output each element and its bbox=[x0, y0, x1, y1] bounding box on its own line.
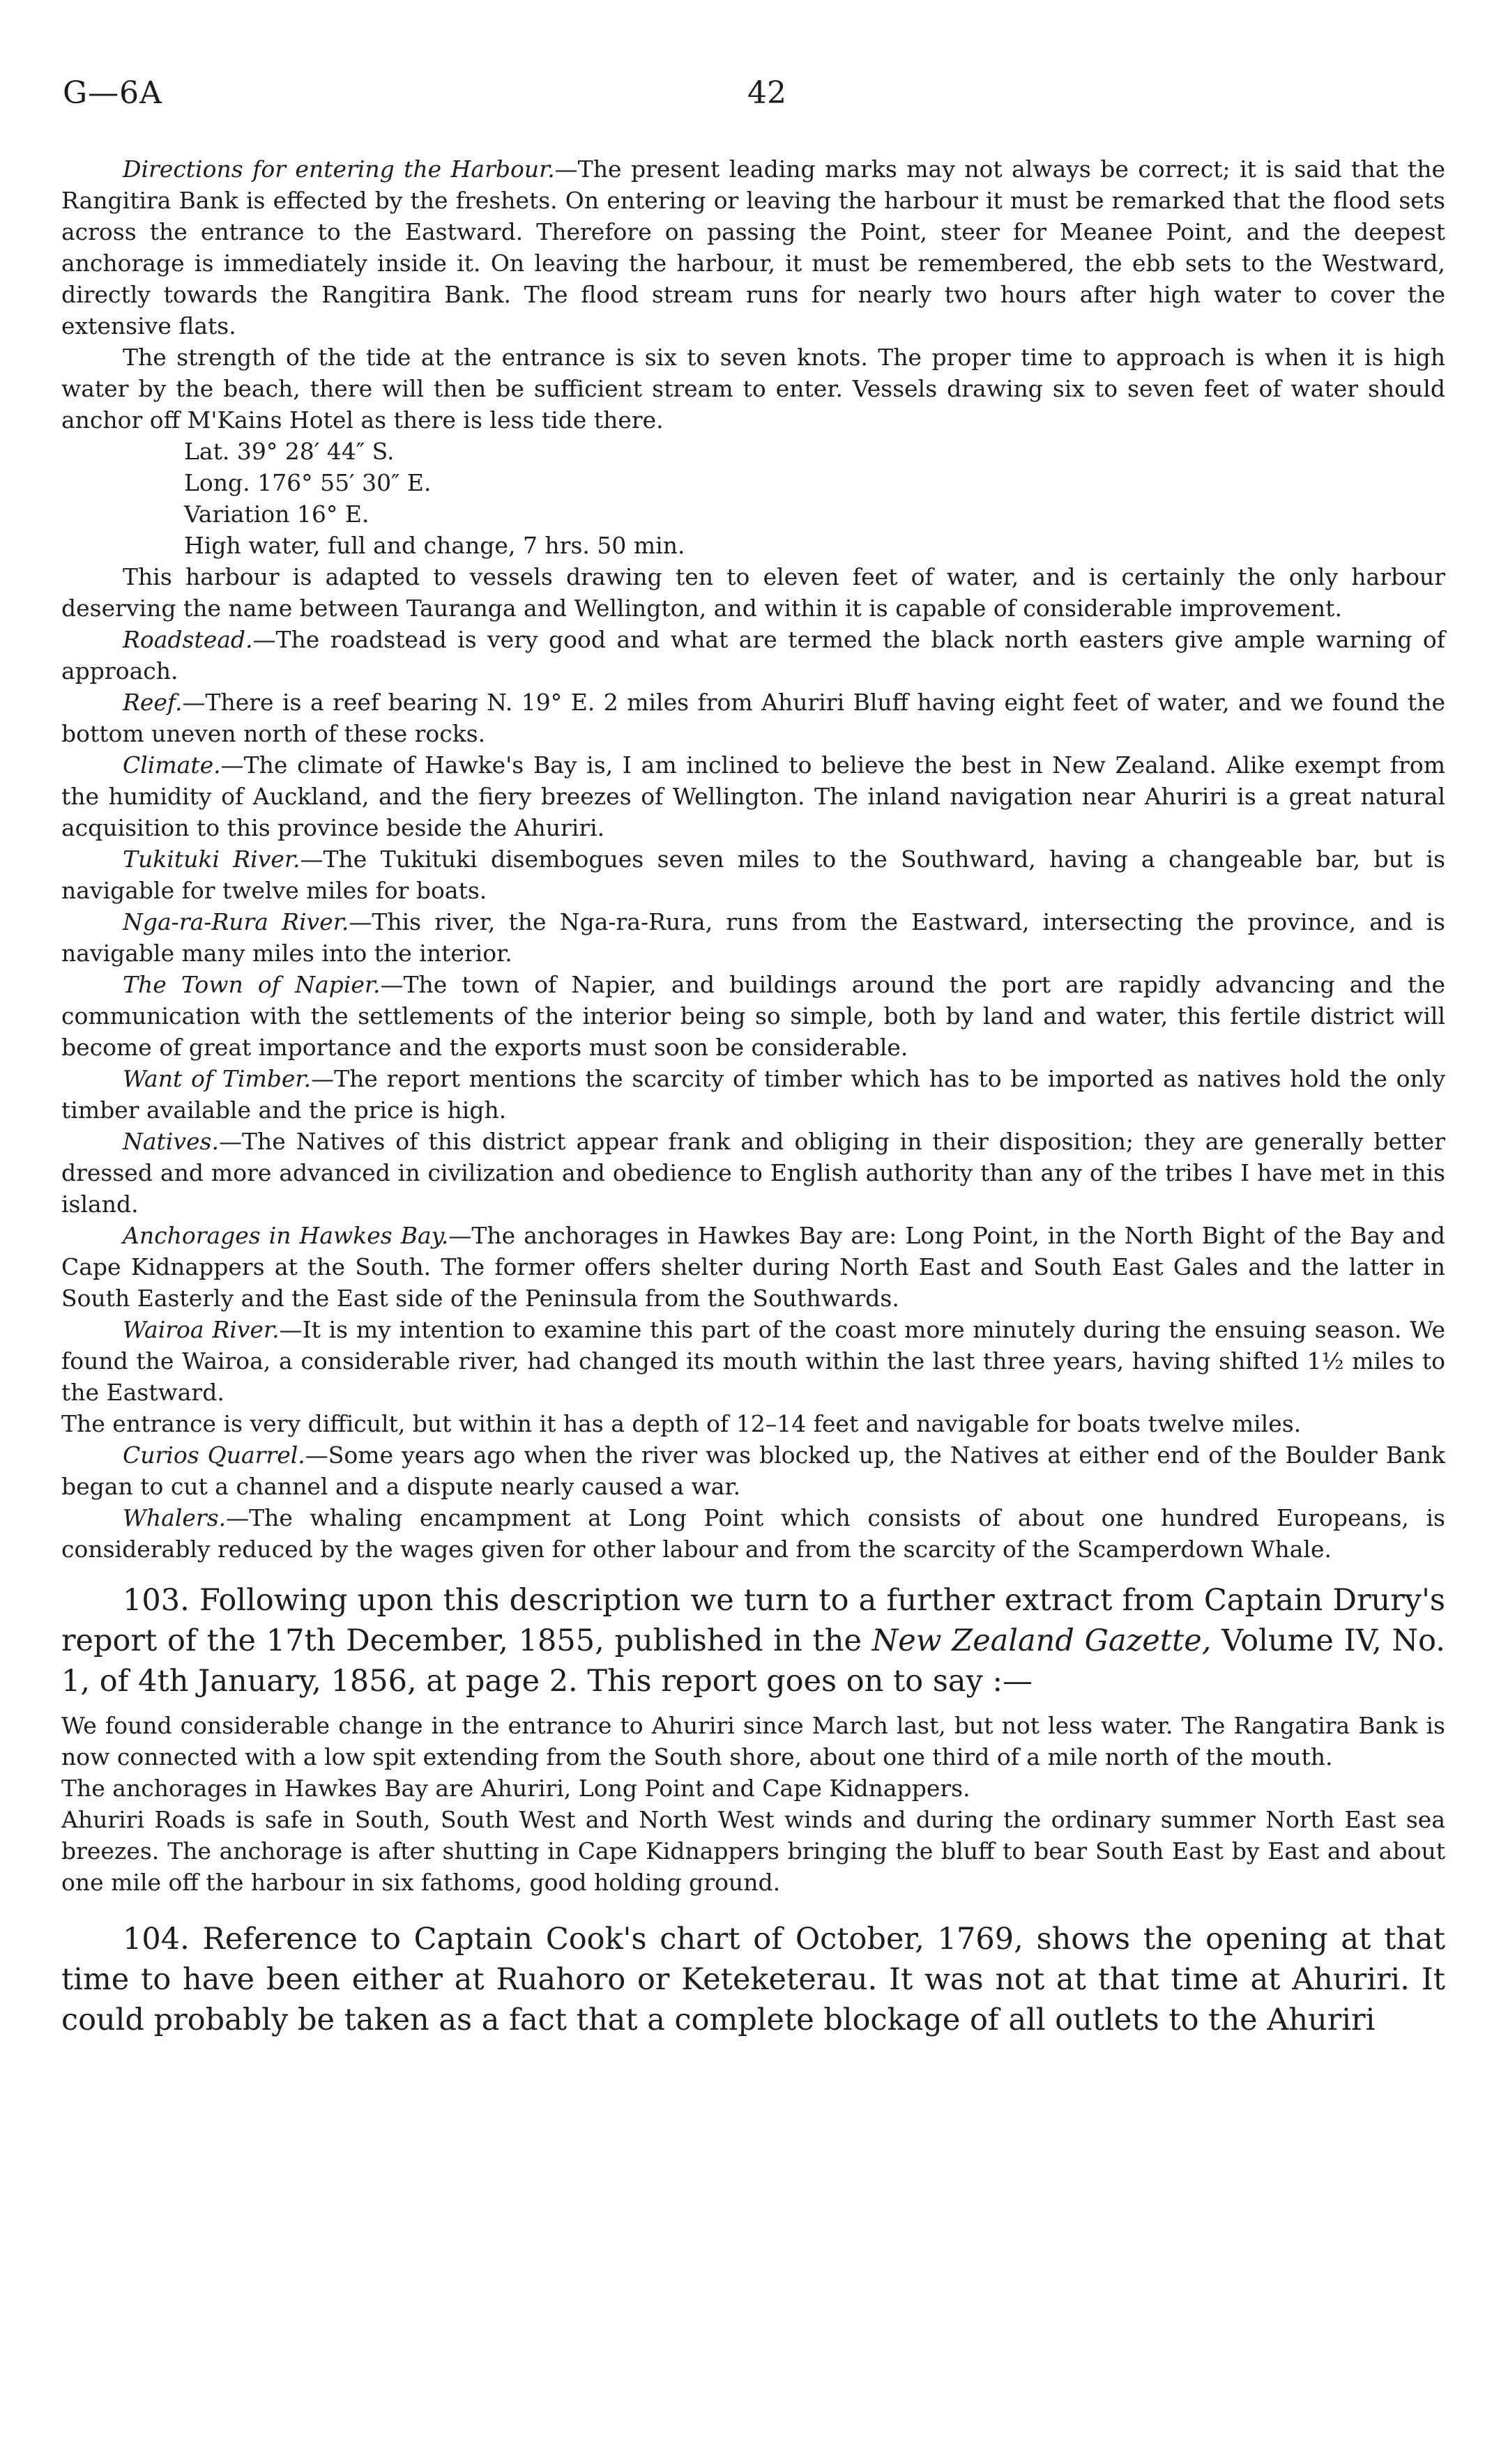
section-paragraph bbox=[61, 749, 1445, 843]
section-heading: Want of Timber. bbox=[123, 1065, 312, 1092]
section-heading: Climate. bbox=[123, 751, 221, 779]
section-text: —The report mentions the scarcity of timber which has to be imported as natives hold the only timber available and the price is high. bbox=[61, 1065, 1445, 1124]
document-body bbox=[61, 153, 1445, 2040]
high-water: High water, full and change, 7 hrs. 50 min. bbox=[184, 532, 685, 559]
longitude: Long. 176° 55′ 30″ E. bbox=[184, 469, 432, 496]
adapted-paragraph: This harbour is adapted to vessels drawing ten to eleven feet of water, and is certainly the only harbour deserving the name between Tauranga and Wellington, and within it is capable of considerable improvement. bbox=[61, 563, 1445, 622]
section-text: —The roadstead is very good and what are termed the black north easters give ample warning of approach. bbox=[61, 626, 1445, 684]
section-paragraph bbox=[61, 1220, 1445, 1314]
report-quote: We found considerable change in the entrance to Ahuriri since March last, but not less water. The Rangatira Bank is now connected with a low spit extending from the South shore, about one third of a mile north of the mouth. bbox=[61, 1712, 1445, 1770]
section-text: —The town of Napier, and buildings around the port are rapidly advancing and the communication with the settlements of the interior being so simple, both by land and water, this fertile district will become of great importance and the exports must soon be considerable. bbox=[61, 971, 1445, 1061]
report-quote: The anchorages in Hawkes Bay are Ahuriri, Long Point and Cape Kidnappers. bbox=[61, 1775, 970, 1802]
section-text: —The Tukituki disembogues seven miles to the Southward, having a changeable bar, but is navigable for twelve miles for boats. bbox=[61, 845, 1446, 904]
section-heading: Reef. bbox=[123, 689, 183, 716]
tide-paragraph: The strength of the tide at the entrance is six to seven knots. The proper time to approach is when it is high water by the beach, there will then be sufficient stream to enter. Vessels drawing six to seven feet of water should anchor off M'Kains Hotel as there is less tide there. bbox=[61, 344, 1445, 434]
section-text: —This river, the Nga-ra-Rura, runs from the Eastward, intersecting the province, and is navigable many miles into the interior. bbox=[61, 908, 1445, 967]
section-heading: Whalers. bbox=[123, 1504, 227, 1531]
paragraph-103 bbox=[61, 1580, 1445, 1701]
section-paragraph bbox=[61, 1314, 1445, 1408]
section-heading: Natives. bbox=[123, 1128, 219, 1155]
page-number: 42 bbox=[747, 75, 786, 111]
paragraph-103-after: Volume IV, No. 1, of 4th January, 1856, at page 2. This report goes on to say :— bbox=[61, 1623, 1445, 1699]
directions-heading: Directions for entering the Harbour. bbox=[123, 155, 555, 183]
directions-paragraph bbox=[61, 153, 1445, 342]
section-list bbox=[61, 624, 1445, 1408]
directions-text: —The present leading marks may not always be correct; it is said that the Rangitira Bank is effected by the freshets. On entering or leaving the harbour it must be remarked that the flood sets across the entrance to the Eastward. Therefore on passing the Point, steer for Meanee Point, and the deepest anchorage is immediately inside it. On leaving the harbour, it must be remembered, the ebb sets to the Westward, directly towards the Rangitira Bank. The flood stream runs for nearly two hours after high water to cover the extensive flats. bbox=[61, 155, 1445, 339]
document-reference: G—6A bbox=[63, 75, 162, 111]
paragraph-103-before: 103. Following upon this description we turn to a further extract from Captain Drury's report of the 17th December, 1855, published in the bbox=[61, 1583, 1445, 1658]
section-heading: Anchorages in Hawkes Bay. bbox=[123, 1222, 449, 1249]
section-heading: Roadstead. bbox=[123, 626, 253, 653]
section-heading: The Town of Napier. bbox=[123, 971, 381, 998]
gazette-title: New Zealand Gazette, bbox=[871, 1623, 1212, 1658]
section-text: —Some years ago when the river was blocked up, the Natives at either end of the Boulder Bank began to cut a channel and a dispute nearly caused a war. bbox=[61, 1441, 1445, 1500]
paragraph-104: 104. Reference to Captain Cook's chart of October, 1769, shows the opening at that time to have been either at Ruahoro or Keteketerau. It was not at that time at Ahuriri. It could probably be taken as a fact that a complete blockage of all outlets to the Ahuriri bbox=[61, 1922, 1445, 2037]
section-paragraph bbox=[61, 624, 1445, 687]
harbour-coordinates bbox=[184, 436, 1445, 561]
section-text: —The Natives of this district appear frank and obliging in their disposition; they are generally better dressed and more advanced in civilization and obedience to English authority than any of the tribes I have met in this island. bbox=[61, 1128, 1445, 1218]
section-paragraph bbox=[61, 906, 1445, 969]
section-paragraph bbox=[61, 969, 1445, 1063]
variation: Variation 16° E. bbox=[184, 500, 370, 528]
section-heading: Tukituki River. bbox=[123, 845, 300, 873]
section-text: —The climate of Hawke's Bay is, I am inclined to believe the best in New Zealand. Alike exempt from the humidity of Auckland, and the fiery breezes of Wellington. The inland navigation near Ahuriri is a great natural acquisition to this province beside the Ahuriri. bbox=[61, 751, 1445, 841]
section-text: —The anchorages in Hawkes Bay are: Long Point, in the North Bight of the Bay and Cape Kidnappers at the South. The former offers shelter during North East and South East Gales and the latter in South Easterly and the East side of the Peninsula from the Southwards. bbox=[61, 1222, 1445, 1312]
report-quote: Ahuriri Roads is safe in South, South West and North West winds and during the ordinary summer North East sea breezes. The anchorage is after shutting in Cape Kidnappers bringing the bluff to bear South East by East and about one mile off the harbour in six fathoms, good holding ground. bbox=[61, 1806, 1445, 1896]
section-text: —There is a reef bearing N. 19° E. 2 miles from Ahuriri Bluff having eight feet of water, and we found the bottom uneven north of these rocks. bbox=[61, 689, 1445, 747]
wairoa-extra-paragraph: The entrance is very difficult, but within it has a depth of 12–14 feet and navigable for boats twelve miles. bbox=[61, 1410, 1302, 1437]
section-paragraph bbox=[61, 1439, 1445, 1502]
section-heading: Wairoa River. bbox=[123, 1316, 280, 1343]
section-paragraph bbox=[61, 1502, 1445, 1565]
section-text: —The whaling encampment at Long Point which consists of about one hundred Europeans, is considerably reduced by the wages given for other labour and from the scarcity of the Scamperdown Whale. bbox=[61, 1504, 1445, 1563]
page-header bbox=[0, 75, 1508, 117]
section-heading: Nga-ra-Rura River. bbox=[123, 908, 349, 935]
section-paragraph bbox=[61, 1063, 1445, 1126]
section-heading: Curios Quarrel. bbox=[123, 1441, 305, 1469]
section-paragraph bbox=[61, 843, 1445, 906]
section-paragraph bbox=[61, 687, 1445, 749]
latitude: Lat. 39° 28′ 44″ S. bbox=[184, 438, 395, 465]
section-text: —It is my intention to examine this part of the coast more minutely during the ensuing season. We found the Wairoa, a considerable river, had changed its mouth within the last three years, having shifted 1½ miles to the Eastward. bbox=[61, 1316, 1445, 1406]
section-paragraph bbox=[61, 1126, 1445, 1220]
